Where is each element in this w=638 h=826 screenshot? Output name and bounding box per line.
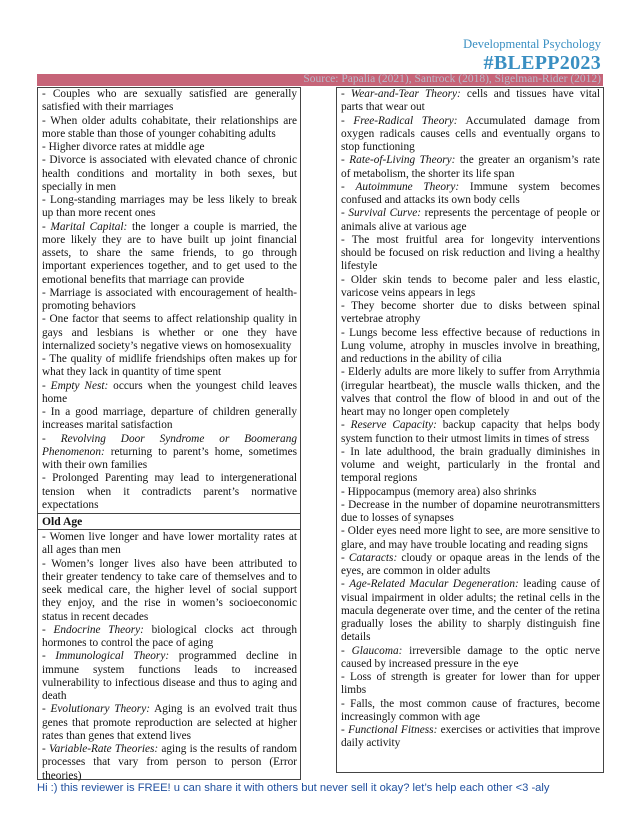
item-text: - — [42, 650, 56, 663]
item-text: - Women live longer and have lower mortality rates at all ages than men — [42, 531, 297, 557]
item-text: - — [42, 432, 61, 445]
item-text: - Prolonged Parenting may lead to intergenerational tension when it contradicts parent’s normative expectations — [42, 472, 297, 511]
term: Rate-of-Living Theory: — [349, 154, 456, 167]
list-item — [337, 645, 603, 672]
list-item — [337, 234, 603, 274]
list-item — [337, 671, 603, 698]
item-text: - — [42, 220, 51, 233]
list-item — [337, 525, 603, 552]
definition: Accumulated damage from oxygen radicals causes cells and eventually organs to stop functioning — [341, 114, 600, 153]
item-text: - Older eyes need more light to see, are more sensitive to glare, and may have trouble locating and reading signs — [341, 525, 600, 551]
definition: occurs when the youngest child leaves home — [42, 379, 298, 405]
list-item — [38, 743, 300, 783]
item-text: - In a good marriage, departure of children generally increases marital satisfaction — [42, 406, 297, 432]
source-citation: Source: Papalia (2021), Santrock (2018), Sigelman-Rider (2012) — [303, 73, 601, 85]
item-text: - — [42, 743, 49, 755]
list-item — [38, 194, 300, 221]
term: Age-Related Macular Degeneration: — [349, 578, 519, 591]
item-text: - — [341, 154, 350, 167]
item-text: - Hippocampus (memory area) also shrinks — [341, 485, 537, 498]
right-items — [337, 88, 603, 751]
list-item — [337, 552, 603, 579]
definition: the greater an organism’s rate of metabolism, the shorter its life span — [341, 154, 600, 180]
list-item — [337, 300, 603, 327]
list-item — [38, 406, 300, 433]
term: Survival Curve: — [348, 207, 421, 220]
list-item — [38, 433, 300, 473]
list-item — [38, 353, 300, 380]
definition: aging is the results of random processes that vary from person to person (Error theories) — [42, 743, 297, 782]
item-text: - — [341, 419, 351, 432]
definition: cloudy or opaque areas in the lends of the eyes, are common in older adults — [341, 551, 600, 577]
item-text: - — [341, 578, 350, 591]
item-text: - Higher divorce rates at middle age — [42, 141, 205, 153]
item-text: - They become shorter due to disks between spinal vertebrae atrophy — [341, 300, 600, 326]
list-item — [38, 624, 300, 651]
item-text: - Long-standing marriages may be less likely to break up than more recent ones — [42, 194, 297, 220]
list-item — [337, 274, 603, 301]
list-item — [337, 446, 603, 486]
item-text: - Women’s longer lives also have been attributed to their greater tendency to take care of themselves and to seek medical care, the higher level of social support they enjoy, and the rise in women’s socioeconomic status in recent decades — [42, 557, 297, 623]
term: Free-Radical Theory: — [353, 114, 458, 127]
list-item — [337, 327, 603, 367]
definition: leading cause of visual impairment in older adults; the retinal cells in the macula degenerate over time, and the center of the retina gradually loses the ability to sharply distinguish fine details — [341, 578, 600, 644]
definition: the longer a couple is married, the more likely they are to have built up joint financial assets, to share the same friends, to go through important experiences together, and to get used to the emotional benefits that marriage can provide — [42, 220, 297, 286]
item-text: - The quality of midlife friendships often makes up for what they lack in quantity of time spent — [42, 353, 297, 379]
item-text: - Falls, the most common cause of fractures, become increasingly common with age — [341, 697, 600, 723]
list-item — [337, 366, 603, 419]
term: Endocrine Theory: — [53, 623, 144, 636]
item-text: - — [42, 379, 51, 392]
item-text: - Loss of strength is greater for lower than for upper limbs — [341, 671, 600, 697]
item-text: - Lungs become less effective because of reductions in Lung volume, atrophy in muscles involve in breathing, and reductions in the ability of cilia — [341, 326, 600, 365]
item-text: - — [341, 644, 352, 657]
list-item — [38, 115, 300, 142]
definition: Immune system becomes confused and attacks its own body cells — [341, 180, 600, 206]
list-item — [38, 287, 300, 314]
term: Autoimmune Theory: — [355, 180, 460, 193]
list-item — [337, 88, 603, 115]
item-text: - — [341, 180, 356, 193]
list-item — [38, 472, 300, 512]
subject-title: Developmental Psychology — [463, 37, 601, 51]
term: Wear-and-Tear Theory: — [350, 88, 461, 100]
definition: irreversible damage to the optic nerve caused by increased pressure in the eye — [341, 644, 600, 670]
term: Immunological Theory: — [55, 650, 170, 663]
item-text: - One factor that seems to affect relationship quality in gays and lesbians is whether or one they have internalized society’s negative views on homosexuality — [42, 313, 297, 352]
item-text: - Decrease in the number of dopamine neurotransmitters due to losses of synapses — [341, 498, 600, 524]
item-text: - — [42, 703, 51, 716]
term: Revolving Door Syndrome or Boomerang Phenomenon: — [42, 432, 297, 458]
list-item — [337, 486, 603, 499]
section-heading-old-age: Old Age — [38, 513, 300, 530]
list-item — [38, 531, 300, 558]
right-column — [336, 87, 604, 773]
item-text: - — [341, 724, 349, 736]
definition: cells and tissues have vital parts that wear out — [341, 88, 601, 114]
list-item — [38, 703, 300, 743]
term: Glaucoma: — [351, 644, 403, 657]
list-item — [38, 558, 300, 624]
list-item — [337, 698, 603, 725]
list-item — [337, 181, 603, 208]
left-items-bottom — [38, 531, 300, 783]
list-item — [337, 154, 603, 181]
term: Evolutionary Theory: — [50, 703, 150, 716]
item-text: - — [341, 88, 351, 100]
item-text: - Marriage is associated with encouragement of health-promoting behaviors — [42, 286, 297, 312]
term: Reserve Capacity: — [350, 419, 437, 432]
item-text: - When older adults cohabitate, their relationships are more stable than those of younger cohabiting adults — [42, 114, 297, 140]
item-text: - — [42, 623, 54, 636]
definition: represents the percentage of people or animals alive at various age — [341, 207, 601, 233]
item-text: - Couples who are sexually satisfied are generally satisfied with their marriages — [42, 88, 297, 114]
list-item — [38, 313, 300, 353]
definition: backup capacity that helps body system function to their utmost limits in times of stress — [341, 419, 600, 445]
list-item — [337, 207, 603, 234]
list-item — [38, 88, 300, 115]
definition: programmed decline in immune system functions leads to increased vulnerability to infectious disease and thus to aging and death — [42, 650, 297, 702]
definition: biological clocks act through hormones to control the pace of aging — [42, 623, 297, 649]
term: Cataracts: — [348, 551, 398, 564]
term: Marital Capital: — [50, 220, 128, 233]
left-column — [37, 87, 301, 780]
term: Empty Nest: — [50, 379, 109, 392]
hashtag-title: #BLEPP2023 — [483, 52, 601, 74]
left-items-top — [38, 88, 300, 512]
footer-note: Hi :) this reviewer is FREE! u can share it with others but never sell it okay? let’s help each other <3 -aly — [37, 782, 550, 794]
list-item — [337, 115, 603, 155]
item-text: - — [341, 551, 349, 564]
item-text: - Older skin tends to become paler and less elastic, varicose veins appears in legs — [341, 273, 600, 299]
definition: returning to parent’s home, sometimes with their own families — [42, 445, 297, 471]
item-text: - — [341, 114, 354, 127]
list-item — [38, 380, 300, 407]
definition: exercises or activities that improve daily activity — [341, 724, 600, 750]
item-text: - Elderly adults are more likely to suffer from Arrythmia (irregular heartbeat), the muscle walls thicken, and the valves that control the flow of blood in and out of the heart may no longer open completely — [341, 366, 600, 418]
item-text: - The most fruitful area for longevity interventions should be focused on risk reduction and living a healthy lifestyle — [341, 233, 600, 273]
list-item — [337, 499, 603, 526]
item-text: - In late adulthood, the brain gradually diminishes in volume and weight, particularly in the frontal and temporal regions — [341, 445, 600, 485]
definition: Aging is an evolved trait thus genes that promote reproduction are selected at higher rates than genes that extend lives — [42, 703, 297, 742]
item-text: - — [341, 207, 349, 220]
item-text: - Divorce is associated with elevated chance of chronic health conditions and mortality in both sexes, but specially in men — [42, 154, 297, 193]
list-item — [38, 221, 300, 287]
list-item — [337, 724, 603, 751]
list-item — [38, 650, 300, 703]
list-item — [38, 154, 300, 194]
list-item — [38, 141, 300, 154]
list-item — [337, 419, 603, 446]
list-item — [337, 578, 603, 644]
term: Functional Fitness: — [348, 724, 438, 736]
term: Variable-Rate Theories: — [48, 743, 159, 755]
